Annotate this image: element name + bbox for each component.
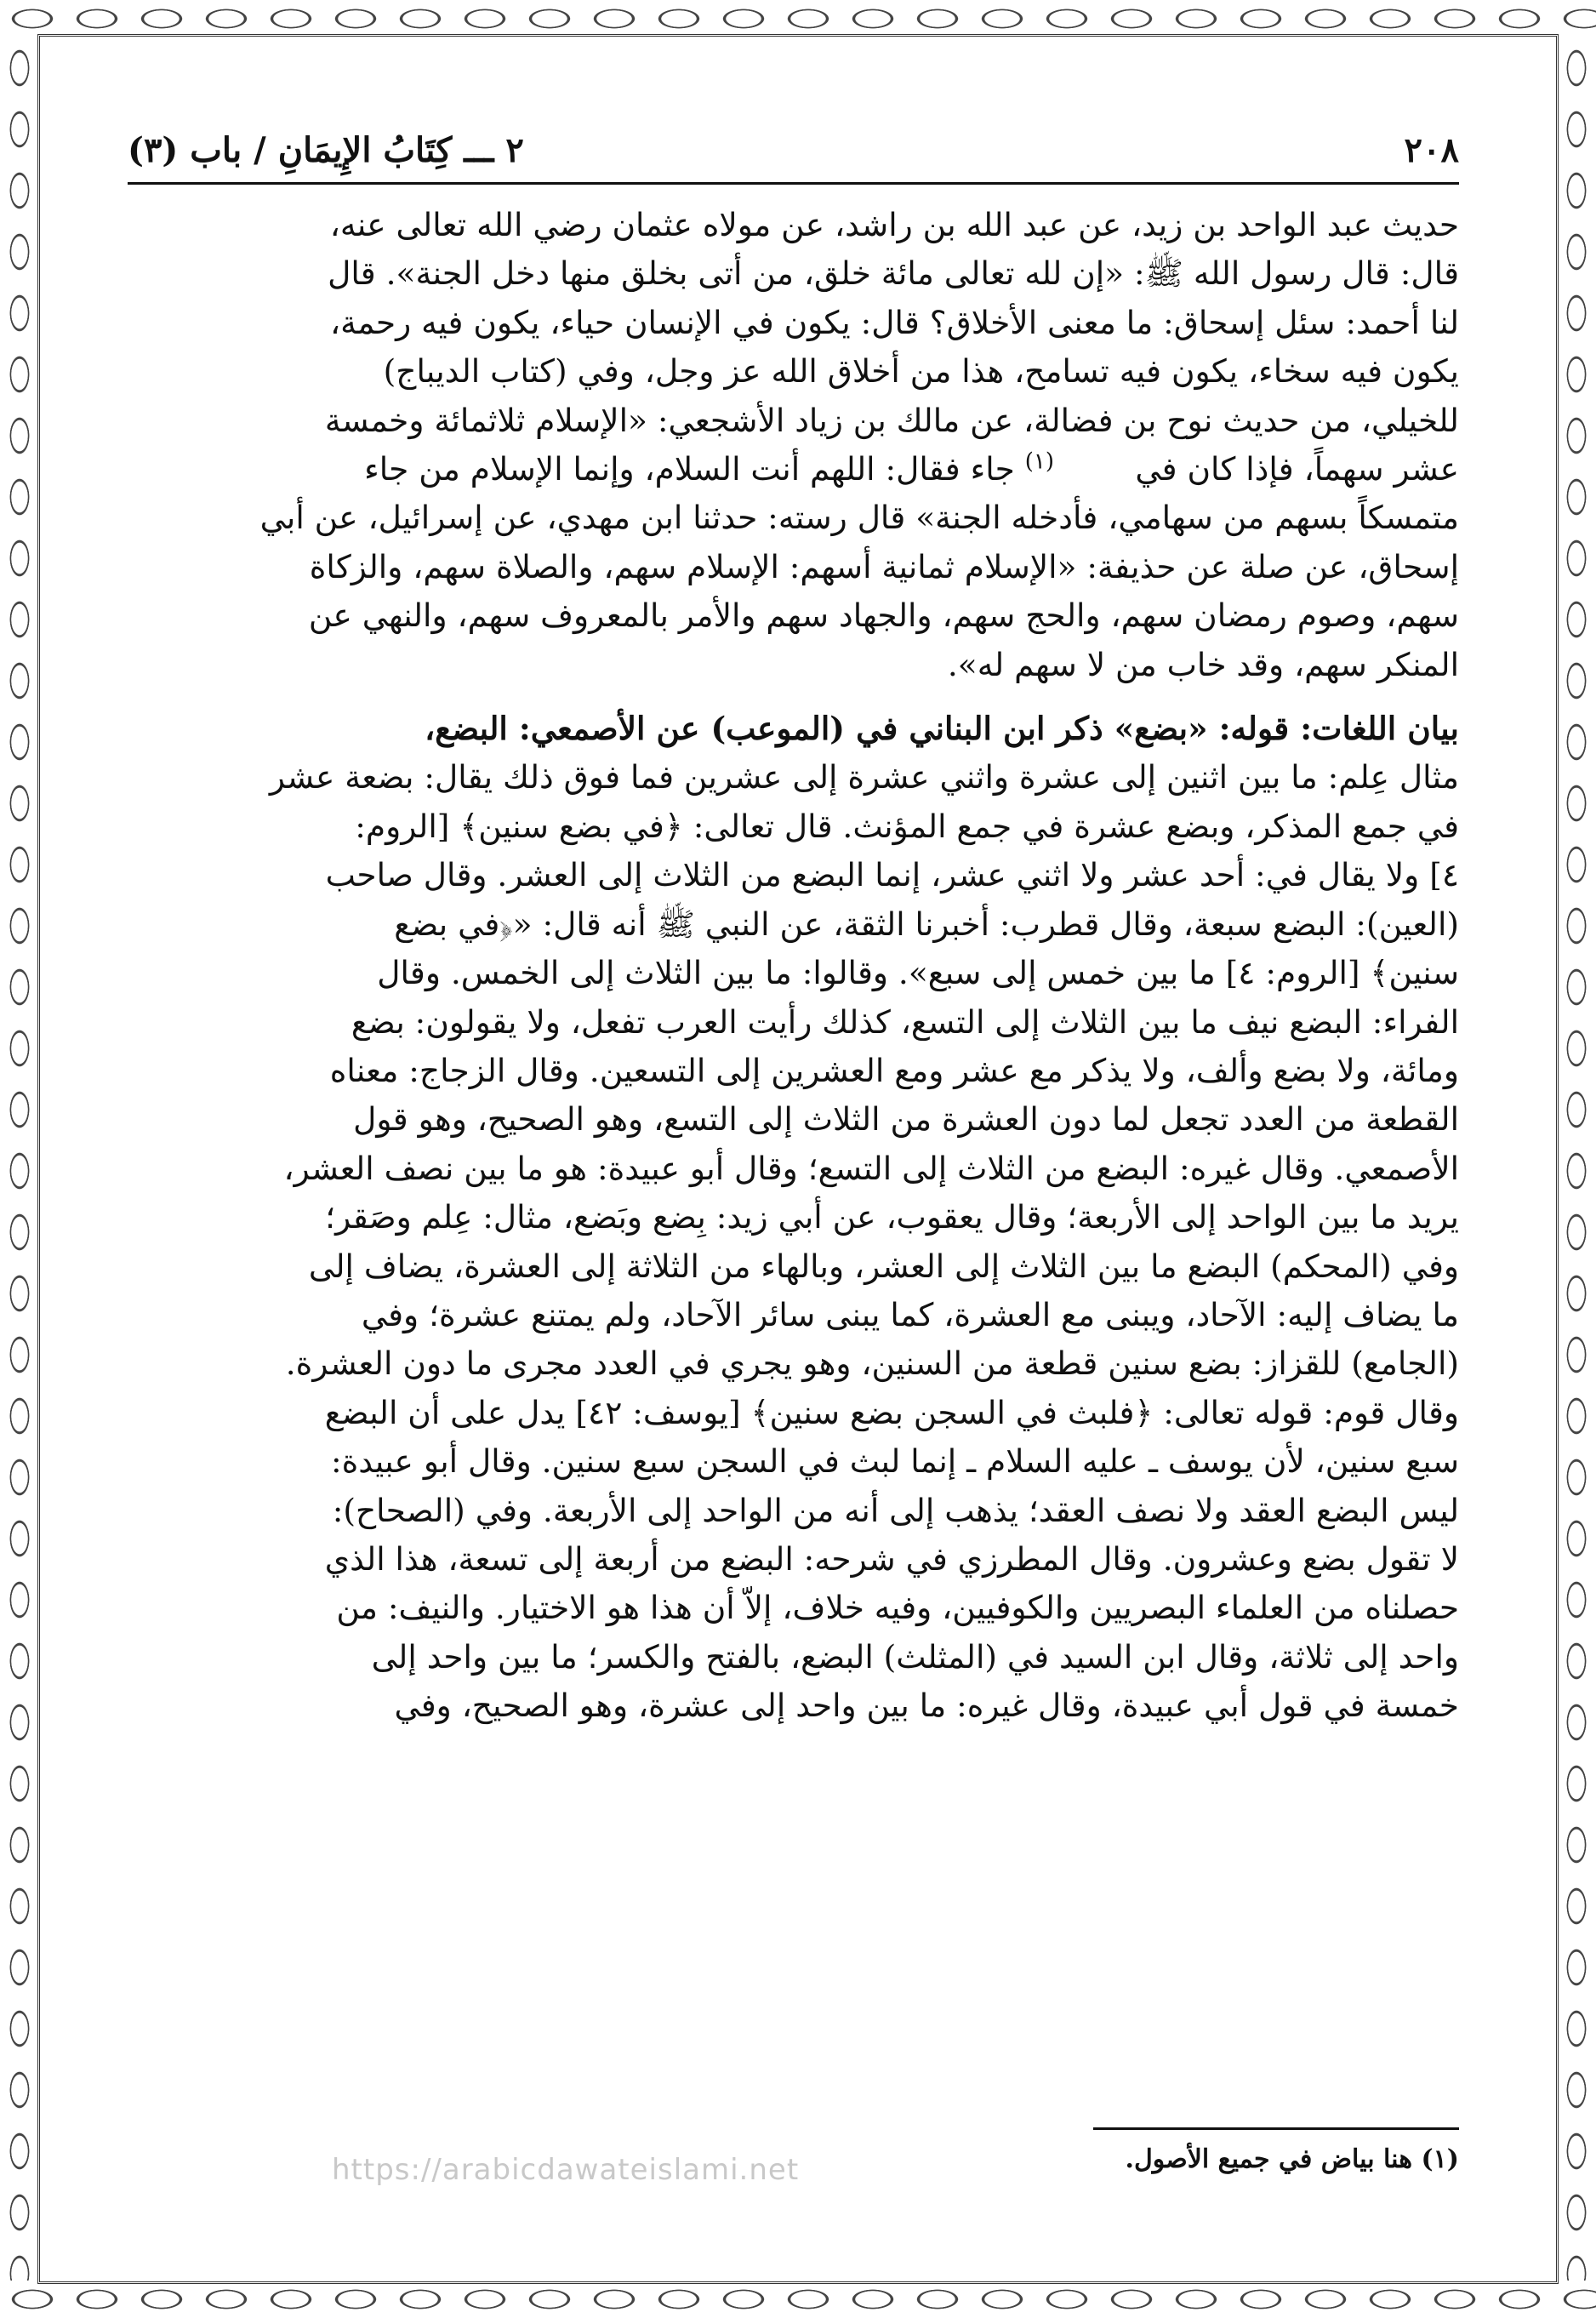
text-line: سبع سنين، لأن يوسف ـ عليه السلام ـ إنما لبث في السجن سبع سنين. وقال أبو عبيدة: xyxy=(330,1442,1459,1481)
text-line: الفراء: البضع نيف ما بين الثلاث إلى التسع، كذلك رأيت العرب تفعل، ولا يقولون: بضع xyxy=(351,1002,1459,1041)
text-line: وقال قوم: قوله تعالى: ﴿فلبث في السجن بضع سنين﴾ [يوسف: ٤٢] يدل على أن البضع xyxy=(324,1393,1459,1431)
page-number: ٢٠٨ xyxy=(1404,129,1459,170)
text-line: خمسة في قول أبي عبيدة، وقال غيره: ما بين واحد إلى عشرة، وهو الصحيح، وفي xyxy=(394,1687,1459,1725)
text-line: مثال عِلم: ما بين اثنين إلى عشرة واثني عشرة إلى عشرين فما فوق ذلك يقال: بضعة عشر xyxy=(269,758,1459,796)
decorative-border-bottom xyxy=(0,2281,1596,2318)
text-segment: عشر سهماً، فإذا كان في xyxy=(1135,450,1459,488)
text-line: متمسكاً بسهم من سهامي، فأدخله الجنة» قال رسته: حدثنا ابن مهدي، عن إسرائيل، عن أبي xyxy=(259,499,1459,537)
text-line: إسحاق، عن صلة عن حذيفة: «الإسلام ثمانية أسهم: الإسلام سهم، والصلاة سهم، والزكاة xyxy=(309,547,1459,585)
text-line: لا تقول بضع وعشرون. وقال المطرزي في شرحه: البضع من أربعة إلى تسعة، هذا الذي xyxy=(324,1539,1459,1578)
text-line: قال: قال رسول الله ﷺ: «إن لله تعالى مائة خلق، من أتى بخلق منها دخل الجنة». قال xyxy=(328,254,1459,293)
text-line: يريد ما بين الواحد إلى الأربعة؛ وقال يعقوب، عن أبي زيد: بِضع وبَضع، مثال: عِلم وصَقر؛ xyxy=(325,1198,1459,1236)
text-line: ٤] ولا يقال في: أحد عشر ولا اثني عشر، إنما البضع من الثلاث إلى العشر. وقال صاحب xyxy=(325,856,1459,894)
text-line: حديث عبد الواحد بن زيد، عن عبد الله بن راشد، عن مولاه عثمان رضي الله تعالى عنه، xyxy=(329,206,1459,243)
text-line: الأصمعي. وقال غيره: البضع من الثلاث إلى التسع؛ وقال أبو عبيدة: هو ما بين نصف العشر، xyxy=(283,1149,1459,1187)
text-line: واحد إلى ثلاثة، وقال ابن السيد في (المثلث) البضع، بالفتح والكسر؛ ما بين واحد إلى xyxy=(371,1637,1459,1676)
text-line: المنكر سهم، وقد خاب من لا سهم له». xyxy=(947,645,1459,683)
footnote-marker: (١) xyxy=(1024,448,1055,475)
text-segment: جاء فقال: اللهم أنت السلام، وإنما الإسلام من جاء xyxy=(364,450,1015,488)
text-line: يكون فيه سخاء، يكون فيه تسامح، هذا من أخلاق الله عز وجل، وفي (كتاب الديباج) xyxy=(383,352,1459,391)
text-line: حصلناه من العلماء البصريين والكوفيين، وفيه خلاف، إلاّ أن هذا هو الاختيار. والنيف: من xyxy=(336,1589,1459,1627)
paragraph-lexical xyxy=(128,705,1459,1731)
text-line: (العين): البضع سبعة، وقال قطرب: أخبرنا الثقة، عن النبي ﷺ أنه قال: «﴿في بضع xyxy=(394,905,1459,943)
text-line: سنين﴾ [الروم: ٤] ما بين خمس إلى سبع». وقالوا: ما بين الثلاث إلى الخمس. وقال xyxy=(377,954,1459,992)
main-text xyxy=(128,201,1459,1731)
text-line: سهم، وصوم رمضان سهم، والحج سهم، والجهاد سهم والأمر بالمعروف سهم، والنهي عن xyxy=(308,597,1459,635)
decorative-border-top xyxy=(0,0,1596,37)
text-line: القطعة من العدد تجعل لما دون العشرة من الثلاث إلى التسع، وهو الصحيح، وهو قول xyxy=(353,1100,1459,1139)
footnote: (١) هنا بياض في جميع الأصول. xyxy=(1125,2144,1459,2174)
text-line: للخيلي، من حديث نوح بن فضالة، عن مالك بن زياد الأشجعي: «الإسلام ثلاثمائة وخمسة xyxy=(324,401,1459,439)
text-line-with-footnote xyxy=(128,445,1459,494)
decorative-border-left xyxy=(0,37,39,2281)
text-line: (الجامع) للقزاز: بضع سنين قطعة من السنين، وهو يجري في العدد مجرى ما دون العشرة. xyxy=(285,1345,1459,1383)
text-line: ومائة، ولا بضع وألف، ولا يذكر مع عشر ومع العشرين إلى التسعين. وقال الزجاج: معناه xyxy=(329,1051,1459,1089)
paragraph-hadith xyxy=(128,201,1459,689)
text-line: لنا أحمد: سئل إسحاق: ما معنى الأخلاق؟ قال: يكون في الإنسان حياء، يكون فيه رحمة، xyxy=(330,303,1459,341)
header-rule xyxy=(128,182,1459,185)
running-header xyxy=(128,124,1459,175)
page-content xyxy=(128,102,1459,2247)
text-line: وفي (المحكم) البضع ما بين الثلاث إلى العشر، وبالهاء من الثلاثة إلى العشرة، يضاف إلى xyxy=(308,1247,1459,1285)
text-line: ليس البضع العقد ولا نصف العقد؛ يذهب إلى أنه من الواحد إلى الأربعة. وفي (الصحاح): xyxy=(332,1491,1459,1529)
decorative-border-right xyxy=(1557,37,1596,2281)
text-line: في جمع المذكر، وبضع عشرة في جمع المؤنث. قال تعالى: ﴿في بضع سنين﴾ [الروم: xyxy=(355,807,1459,845)
chapter-title: ٢ ـــ كِتَابُ الإِيمَانِ / باب (٣) xyxy=(128,129,524,170)
text-line: بيان اللغات: قوله: «بضع» ذكر ابن البناني في (الموعب) عن الأصمعي: البضع، xyxy=(425,710,1459,748)
footnote-rule xyxy=(1093,2127,1459,2130)
watermark: https://arabicdawateislami.net xyxy=(332,2153,800,2187)
text-line: ما يضاف إليه: الآحاد، ويبنى مع العشرة، كما يبنى سائر الآحاد، ولم يمتنع عشرة؛ وفي xyxy=(361,1295,1459,1333)
